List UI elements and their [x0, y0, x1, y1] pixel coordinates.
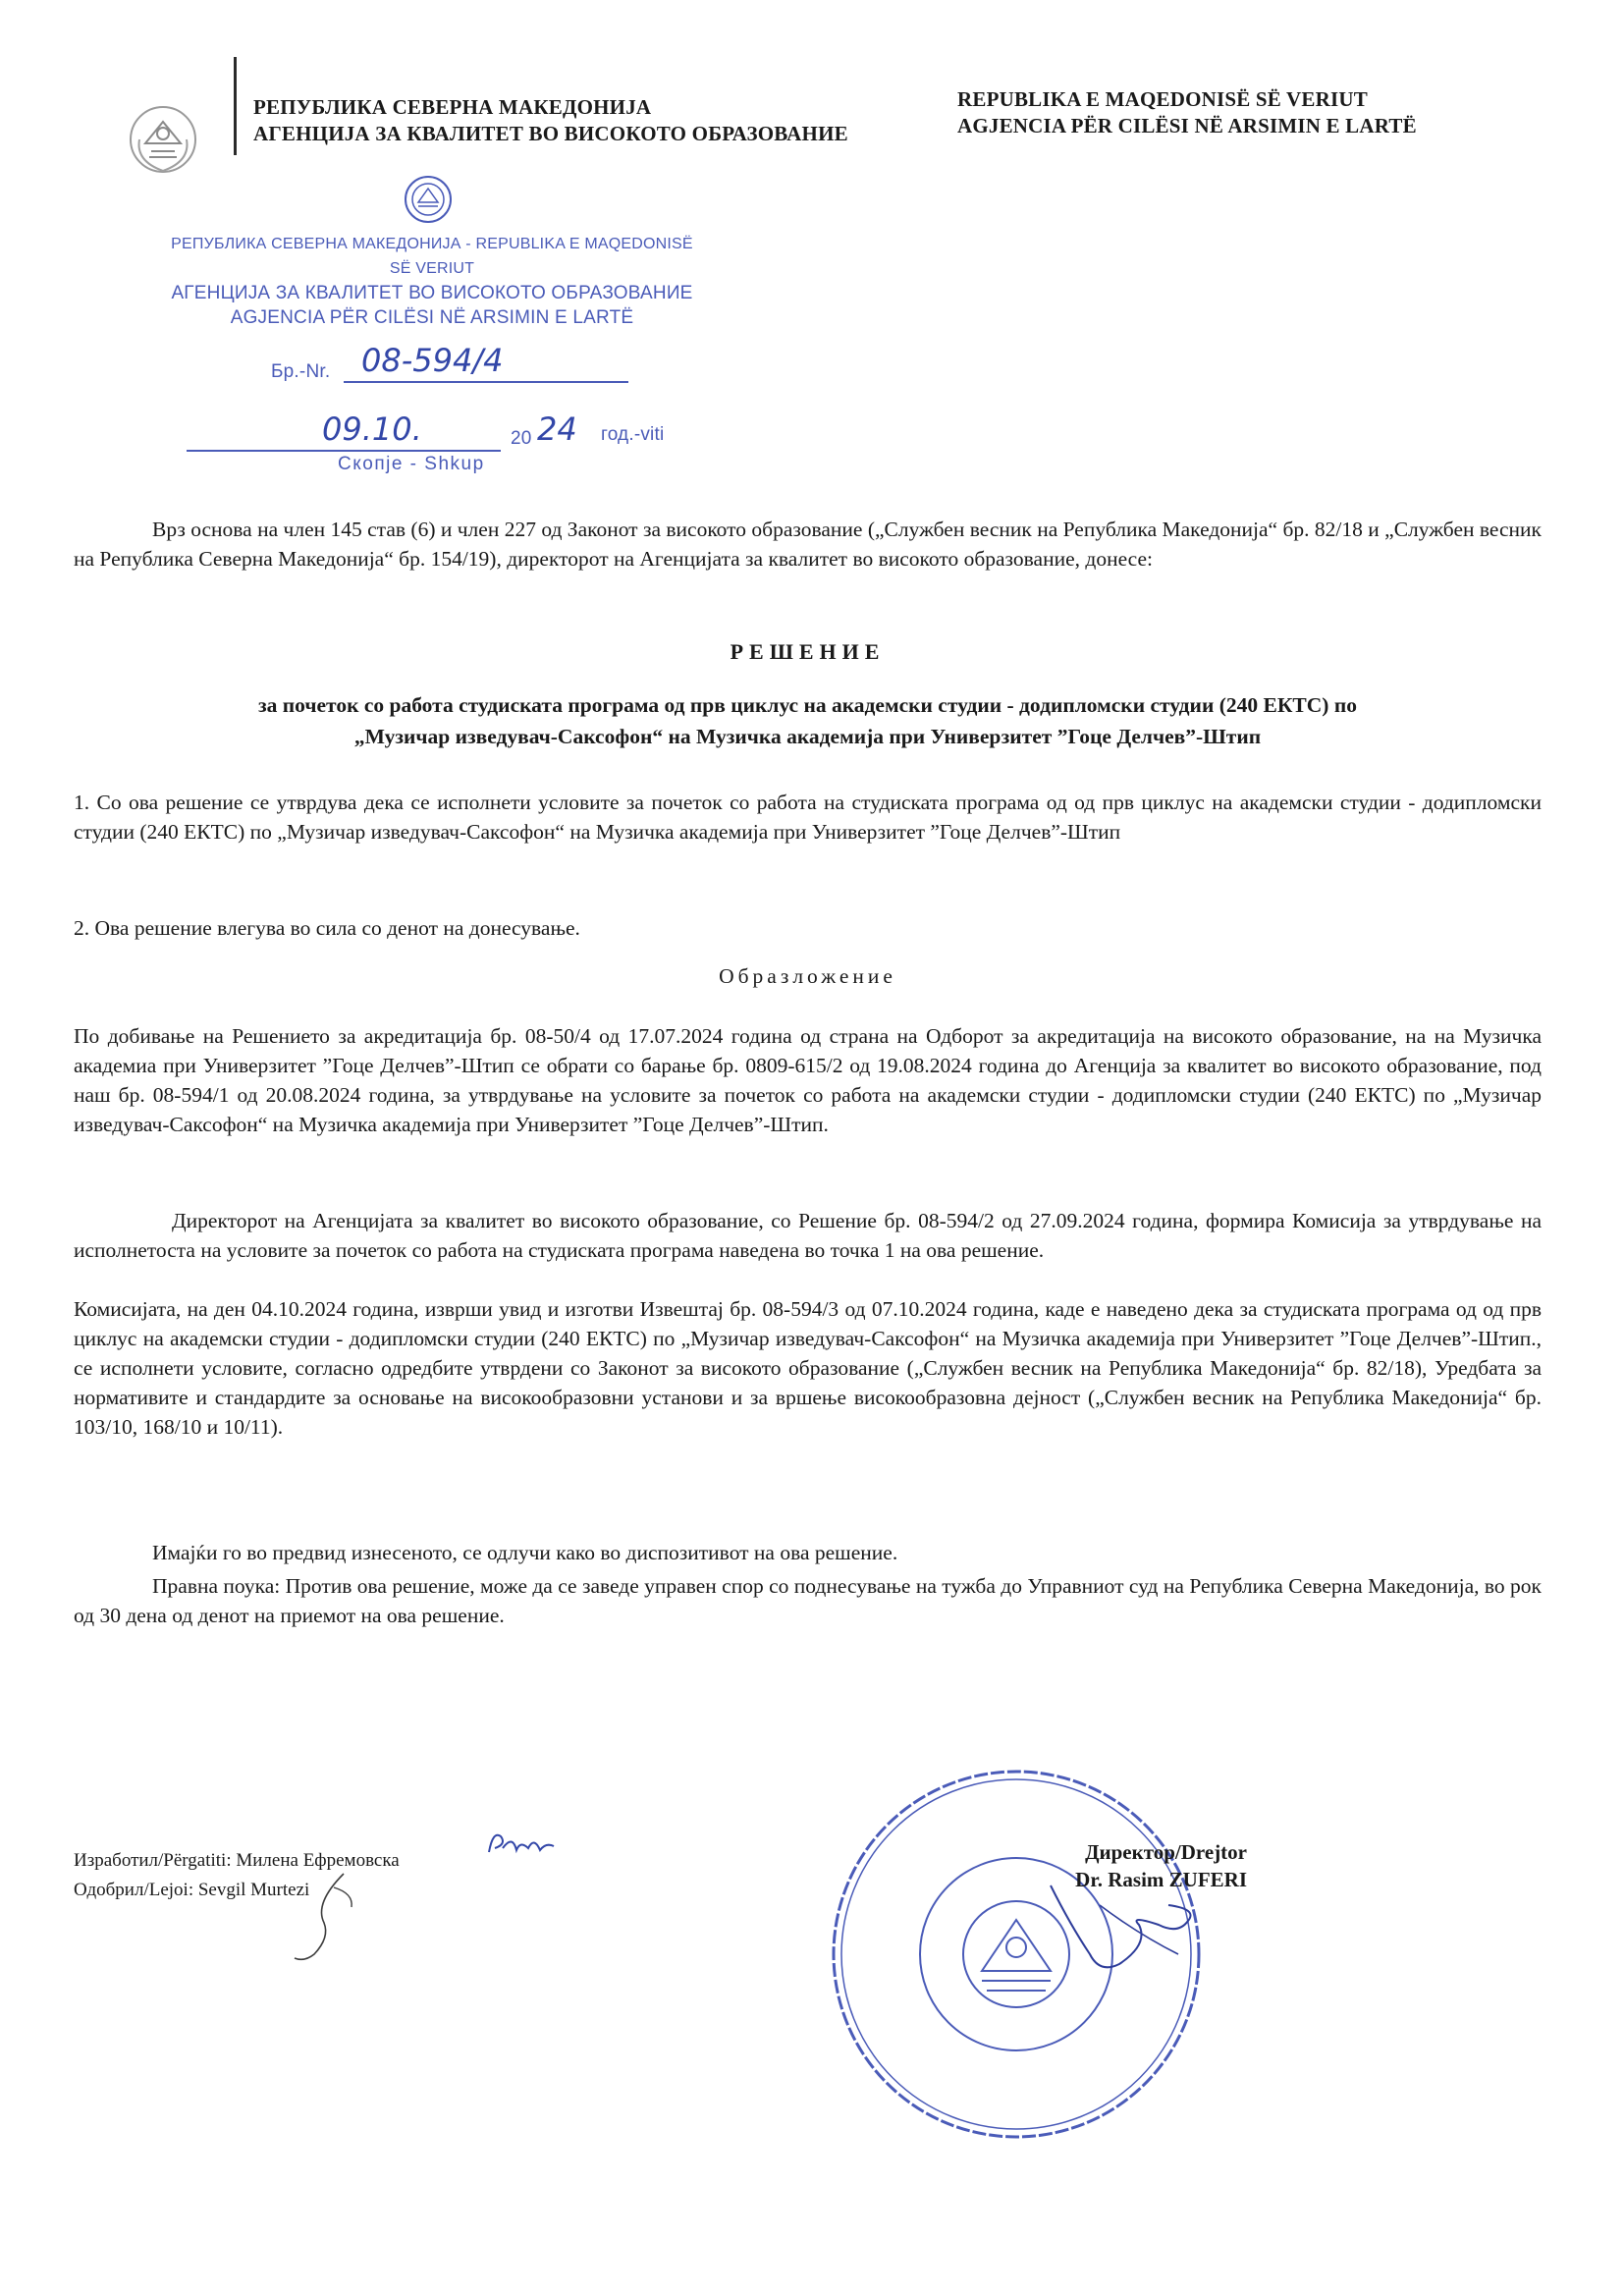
registry-number-label: Бр.-Nr. [271, 361, 331, 382]
director-name: Dr. Rasim ZUFERI [1075, 1868, 1247, 1891]
registry-number-underline [344, 381, 628, 383]
explanation-paragraph-1: По добивање на Решението за акредитација бр. 08-50/4 од 17.07.2024 година од страна на Одборот за акредитација на високото образование, на на Музичка академиа при Универзитет ”Гоце Делчев”-Штип се обрати со барање бр. 0809-615/2 од 19.08.2024 година до Агенција за квалитет во високото образование, под наш бр. 08-594/1 од 20.08.2024 година, за утврдување на условите за почеток со работа на академски студии - додипломски студии (240 ЕКТС) по „Музичар изведувач-Саксофон“ на Музичка академија при Универзитет ”Гоце Делчев”-Штип. [74, 1024, 1542, 1136]
approved-by: Одобрил/Lejoi: Sevgil Murtezi [74, 1880, 310, 1900]
explanation-paragraph-4: Имајќи го во предвид изнесеното, се одлучи како во диспозитивот на ова решение. [152, 1541, 898, 1564]
decision-item-2: 2. Ова решение влегува во сила со денот на донесување. [74, 916, 580, 940]
registry-number-value: 08-594/4 [361, 342, 504, 379]
director-signature [1031, 1866, 1227, 1994]
registry-year-suffix: 24 [537, 410, 577, 448]
header-sq-line2: AGJENCIA PËR CILËSI NË ARSIMIN E LARTË [957, 114, 1417, 137]
decision-title: РЕШЕНИЕ [730, 639, 886, 664]
decision-subtitle-line1: за почеток со работа студиската програма од прв циклус на академски студии - додипломски студии (240 ЕКТС) по [258, 693, 1357, 717]
registry-year-label: год.-viti [601, 424, 665, 445]
header-albanian [957, 86, 1417, 139]
preparer-initials-signature [481, 1823, 589, 1872]
prepared-by: Изработил/Përgatiti: Милена Ефремовска [74, 1850, 400, 1871]
explanation-paragraph-3: Комисијата, на ден 04.10.2024 година, изврши увид и изготви Извештај бр. 08-594/3 од 07.10.2024 година, каде е наведено дека за студиската програма од од прв циклус на академски студии - додипломски студии (240 ЕКТС) по „Музичар изведувач-Саксофон“ на Музичка академија при Универзитет ”Гоце Делчев”-Штип., се исполнети условите, согласно одредбите утврдени со Законот за високото образование („Службен весник на Република Македонија“ бр. 82/18), Уредбата за нормативите и стандардите за основање на високообразовни установи и за вршење високообразовна дејност („Службен весник на Република Македонија“ бр. 103/10, 168/10 и 10/11). [74, 1297, 1542, 1439]
registry-year-prefix: 20 [511, 428, 532, 449]
registry-city: Скопје - Shkup [338, 454, 485, 474]
registry-stamp [167, 232, 697, 330]
decision-subtitle [74, 689, 1542, 752]
intro-paragraph: Врз основа на член 145 став (6) и член 227 од Законот за високото образование („Службен весник на Република Македонија“ бр. 82/18 и „Службен весник на Република Северна Македонија“ бр. 154/19), директорот на Агенцијата за квалитет во високото образование, донесе: [74, 518, 1542, 571]
header-macedonian [253, 94, 848, 147]
coat-of-arms-icon [126, 96, 200, 183]
decision-item-1: 1. Со ова решение се утврдува дека се исполнети условите за почеток со работа на студиската програма од од прв циклус на академски студии - додипломски студии (240 ЕКТС) по „Музичар изведувач-Саксофон“ на Музичка академија при Универзитет ”Гоце Делчев”-Штип [74, 791, 1542, 844]
header-mk-line1: РЕПУБЛИКА СЕВЕРНА МАКЕДОНИЈА [253, 95, 652, 119]
decision-subtitle-line2: „Музичар изведувач-Саксофон“ на Музичка академија при Универзитет ”Гоце Делчев”-Штип [353, 725, 1262, 748]
registry-stamp-line1: РЕПУБЛИКА СЕВЕРНА МАКЕДОНИЈА - REPUBLIKA E MAQEDONISË SË VERIUT [171, 236, 693, 277]
registry-stamp-line2: АГЕНЦИЈА ЗА КВАЛИТЕТ ВО ВИСОКОТО ОБРАЗОВАНИЕ [171, 283, 693, 303]
header-divider [234, 57, 237, 155]
stamp-emblem-icon [403, 173, 454, 226]
director-title: Директор/Drejtor [1085, 1840, 1247, 1864]
registry-date-value: 09.10. [322, 410, 422, 448]
header-sq-line1: REPUBLIKA E MAQEDONISË SË VERIUT [957, 87, 1368, 111]
explanation-paragraph-2: Директорот на Агенцијата за квалитет во високото образование, со Решение бр. 08-594/2 од 27.09.2024 година, формира Комисија за утврдување на исполнетоста на условите за почеток со работа на студиската програма наведена во точка 1 на ова решение. [74, 1209, 1542, 1262]
registry-stamp-line3: AGJENCIA PËR CILËSI NË ARSIMIN E LARTË [230, 307, 634, 328]
header-mk-line2: АГЕНЦИЈА ЗА КВАЛИТЕТ ВО ВИСОКОТО ОБРАЗОВАНИЕ [253, 122, 848, 145]
approver-initials-signature [275, 1864, 383, 1972]
explanation-heading: Образложение [719, 964, 896, 988]
explanation-paragraph-5: Правна поука: Против ова решение, може да се заведе управен спор со поднесување на тужба до Управниот суд на Република Северна Македонија, во рок од 30 дена од денот на приемот на ова решение. [74, 1574, 1542, 1627]
